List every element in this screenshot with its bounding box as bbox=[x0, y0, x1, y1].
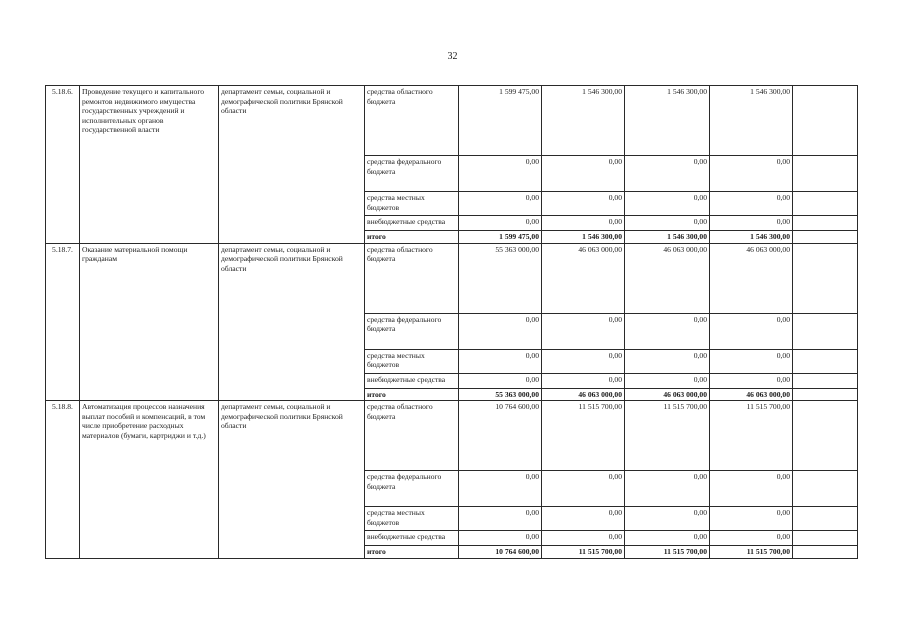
amount-cell: 55 363 000,00 bbox=[459, 243, 542, 313]
amount-cell: 46 063 000,00 bbox=[625, 243, 710, 313]
empty-cell bbox=[793, 401, 858, 471]
empty-cell bbox=[793, 216, 858, 231]
amount-cell: 0,00 bbox=[542, 192, 625, 216]
empty-cell bbox=[793, 192, 858, 216]
amount-cell: 0,00 bbox=[625, 373, 710, 388]
amount-cell: 0,00 bbox=[625, 313, 710, 349]
amount-cell: 46 063 000,00 bbox=[542, 388, 625, 401]
amount-cell: 0,00 bbox=[625, 216, 710, 231]
amount-cell: 0,00 bbox=[710, 471, 793, 507]
funding-source-label: средства местных бюджетов bbox=[365, 507, 459, 531]
amount-cell: 55 363 000,00 bbox=[459, 388, 542, 401]
amount-cell: 10 764 600,00 bbox=[459, 546, 542, 559]
empty-cell bbox=[793, 546, 858, 559]
empty-cell bbox=[793, 507, 858, 531]
funding-source-label: итого bbox=[365, 231, 459, 244]
empty-cell bbox=[793, 313, 858, 349]
item-name: Проведение текущего и капитального ремонтов недвижимого имущества государственных учреждений и исполнительных органов государственной власти bbox=[80, 86, 219, 244]
amount-cell: 0,00 bbox=[459, 531, 542, 546]
item-code: 5.18.8. bbox=[46, 401, 80, 559]
empty-cell bbox=[793, 231, 858, 244]
amount-cell: 1 546 300,00 bbox=[542, 231, 625, 244]
empty-cell bbox=[793, 388, 858, 401]
amount-cell: 46 063 000,00 bbox=[542, 243, 625, 313]
item-name: Автоматизация процессов назначения выплат пособий и компенсаций, в том числе приобретение расходных материалов (бумаги, картриджи и т.д.) bbox=[80, 401, 219, 559]
funding-source-label: итого bbox=[365, 546, 459, 559]
funding-source-label: внебюджетные средства bbox=[365, 531, 459, 546]
amount-cell: 0,00 bbox=[542, 373, 625, 388]
amount-cell: 0,00 bbox=[710, 531, 793, 546]
amount-cell: 0,00 bbox=[459, 216, 542, 231]
amount-cell: 0,00 bbox=[459, 349, 542, 373]
amount-cell: 0,00 bbox=[710, 216, 793, 231]
empty-cell bbox=[793, 471, 858, 507]
amount-cell: 0,00 bbox=[542, 313, 625, 349]
amount-cell: 0,00 bbox=[459, 313, 542, 349]
amount-cell: 0,00 bbox=[710, 507, 793, 531]
amount-cell: 0,00 bbox=[459, 373, 542, 388]
amount-cell: 0,00 bbox=[710, 373, 793, 388]
amount-cell: 46 063 000,00 bbox=[710, 243, 793, 313]
amount-cell: 0,00 bbox=[542, 156, 625, 192]
funding-source-label: средства федерального бюджета bbox=[365, 156, 459, 192]
funding-source-label: средства местных бюджетов bbox=[365, 192, 459, 216]
item-code: 5.18.7. bbox=[46, 243, 80, 401]
empty-cell bbox=[793, 86, 858, 156]
amount-cell: 11 515 700,00 bbox=[542, 401, 625, 471]
amount-cell: 0,00 bbox=[625, 471, 710, 507]
amount-cell: 11 515 700,00 bbox=[710, 546, 793, 559]
item-code: 5.18.6. bbox=[46, 86, 80, 244]
amount-cell: 0,00 bbox=[542, 507, 625, 531]
funding-source-label: внебюджетные средства bbox=[365, 216, 459, 231]
amount-cell: 1 546 300,00 bbox=[625, 86, 710, 156]
funding-source-label: средства областного бюджета bbox=[365, 401, 459, 471]
amount-cell: 1 546 300,00 bbox=[710, 86, 793, 156]
funding-source-label: средства областного бюджета bbox=[365, 243, 459, 313]
empty-cell bbox=[793, 349, 858, 373]
amount-cell: 0,00 bbox=[542, 471, 625, 507]
amount-cell: 1 546 300,00 bbox=[710, 231, 793, 244]
funding-source-label: средства федерального бюджета bbox=[365, 471, 459, 507]
funding-source-label: итого bbox=[365, 388, 459, 401]
source-row bbox=[46, 243, 858, 313]
amount-cell: 46 063 000,00 bbox=[625, 388, 710, 401]
amount-cell: 11 515 700,00 bbox=[542, 546, 625, 559]
amount-cell: 1 599 475,00 bbox=[459, 231, 542, 244]
item-name: Оказание материальной помощи гражданам bbox=[80, 243, 219, 401]
amount-cell: 0,00 bbox=[459, 192, 542, 216]
funding-source-label: средства федерального бюджета bbox=[365, 313, 459, 349]
item-executor: департамент семьи, социальной и демографической политики Брянской области bbox=[219, 401, 365, 559]
amount-cell: 0,00 bbox=[459, 507, 542, 531]
amount-cell: 1 546 300,00 bbox=[625, 231, 710, 244]
amount-cell: 11 515 700,00 bbox=[625, 401, 710, 471]
page-number: 32 bbox=[447, 51, 458, 62]
amount-cell: 0,00 bbox=[710, 313, 793, 349]
amount-cell: 0,00 bbox=[542, 349, 625, 373]
amount-cell: 0,00 bbox=[459, 156, 542, 192]
source-row bbox=[46, 86, 858, 156]
item-executor: департамент семьи, социальной и демографической политики Брянской области bbox=[219, 86, 365, 244]
item-executor: департамент семьи, социальной и демографической политики Брянской области bbox=[219, 243, 365, 401]
funding-source-label: средства областного бюджета bbox=[365, 86, 459, 156]
amount-cell: 46 063 000,00 bbox=[710, 388, 793, 401]
empty-cell bbox=[793, 531, 858, 546]
funding-source-label: внебюджетные средства bbox=[365, 373, 459, 388]
source-row bbox=[46, 401, 858, 471]
amount-cell: 1 599 475,00 bbox=[459, 86, 542, 156]
funding-source-label: средства местных бюджетов bbox=[365, 349, 459, 373]
amount-cell: 0,00 bbox=[710, 156, 793, 192]
amount-cell: 0,00 bbox=[542, 216, 625, 231]
amount-cell: 0,00 bbox=[625, 349, 710, 373]
amount-cell: 0,00 bbox=[625, 192, 710, 216]
amount-cell: 0,00 bbox=[710, 349, 793, 373]
amount-cell: 0,00 bbox=[710, 192, 793, 216]
amount-cell: 0,00 bbox=[625, 156, 710, 192]
empty-cell bbox=[793, 373, 858, 388]
amount-cell: 0,00 bbox=[625, 531, 710, 546]
amount-cell: 1 546 300,00 bbox=[542, 86, 625, 156]
budget-table bbox=[45, 85, 858, 559]
empty-cell bbox=[793, 156, 858, 192]
amount-cell: 0,00 bbox=[542, 531, 625, 546]
amount-cell: 11 515 700,00 bbox=[625, 546, 710, 559]
amount-cell: 0,00 bbox=[625, 507, 710, 531]
empty-cell bbox=[793, 243, 858, 313]
amount-cell: 10 764 600,00 bbox=[459, 401, 542, 471]
amount-cell: 0,00 bbox=[459, 471, 542, 507]
amount-cell: 11 515 700,00 bbox=[710, 401, 793, 471]
